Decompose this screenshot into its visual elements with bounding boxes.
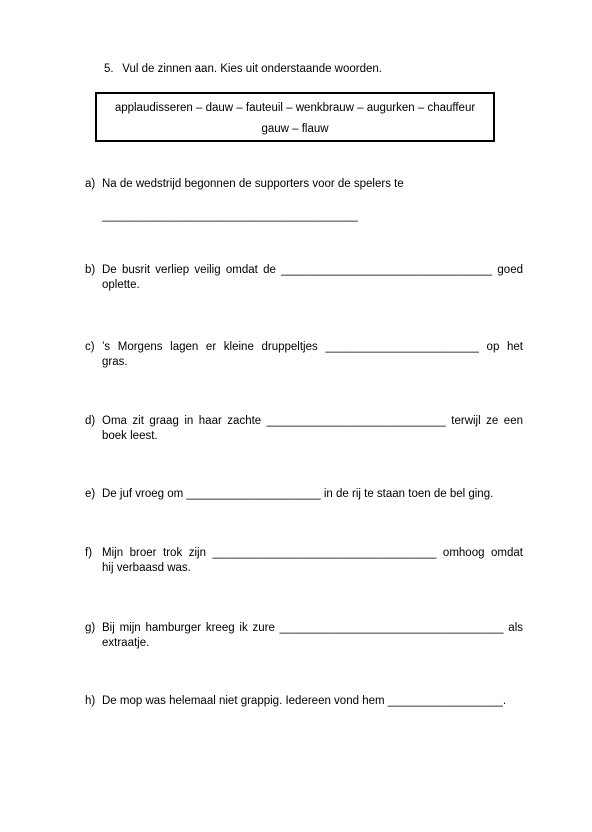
question-text: De juf vroeg om _____________________ in de rij te staan toen de bel ging. [102, 488, 494, 500]
question-text-continued: oplette. [102, 279, 140, 291]
word-box [95, 92, 495, 142]
word-box-line-1: applaudisseren – dauw – fauteuil – wenkbrauw – augurken – chauffeur [114, 102, 476, 114]
question-text: Mijn broer trok zijn ___________________________________ omhoog omdat [102, 547, 523, 559]
question-text: Oma zit graag in haar zachte ____________________________ terwijl ze een [102, 415, 523, 427]
question-text: De mop was helemaal niet grappig. Iedereen vond hem __________________. [102, 695, 507, 707]
question-text: Bij mijn hamburger kreeg ik zure ___________________________________ als [102, 622, 523, 634]
exercise-number: 5. [104, 63, 114, 75]
question-label: c) [85, 341, 95, 353]
question-d [85, 414, 523, 444]
question-text-continued: boek leest. [102, 430, 158, 442]
question-text: Na de wedstrijd begonnen de supporters voor de spelers te [102, 178, 404, 190]
question-label: e) [85, 488, 96, 500]
question-e [85, 487, 523, 502]
question-h [85, 694, 523, 709]
question-b [85, 263, 523, 293]
answer-blank-line: ________________________________________ [102, 210, 358, 222]
exercise-heading [104, 63, 382, 75]
question-label: f) [85, 547, 93, 559]
question-label: a) [85, 178, 96, 190]
word-box-line-2: gauw – flauw [261, 123, 329, 135]
question-label: b) [85, 264, 96, 276]
question-label: d) [85, 415, 96, 427]
question-a [85, 177, 523, 224]
question-text-continued: hij verbaasd was. [102, 562, 191, 574]
question-text: ’s Morgens lagen er kleine druppeltjes ________________________ op het [102, 341, 523, 353]
question-label: g) [85, 622, 96, 634]
question-label: h) [85, 695, 96, 707]
question-text-continued: gras. [102, 356, 128, 368]
question-g [85, 621, 523, 651]
question-text: De busrit verliep veilig omdat de _________________________________ goed [102, 264, 523, 276]
exercise-instruction: Vul de zinnen aan. Kies uit onderstaande woorden. [122, 63, 382, 75]
question-c [85, 340, 523, 370]
question-f [85, 546, 523, 576]
question-text-continued: extraatje. [102, 637, 150, 649]
